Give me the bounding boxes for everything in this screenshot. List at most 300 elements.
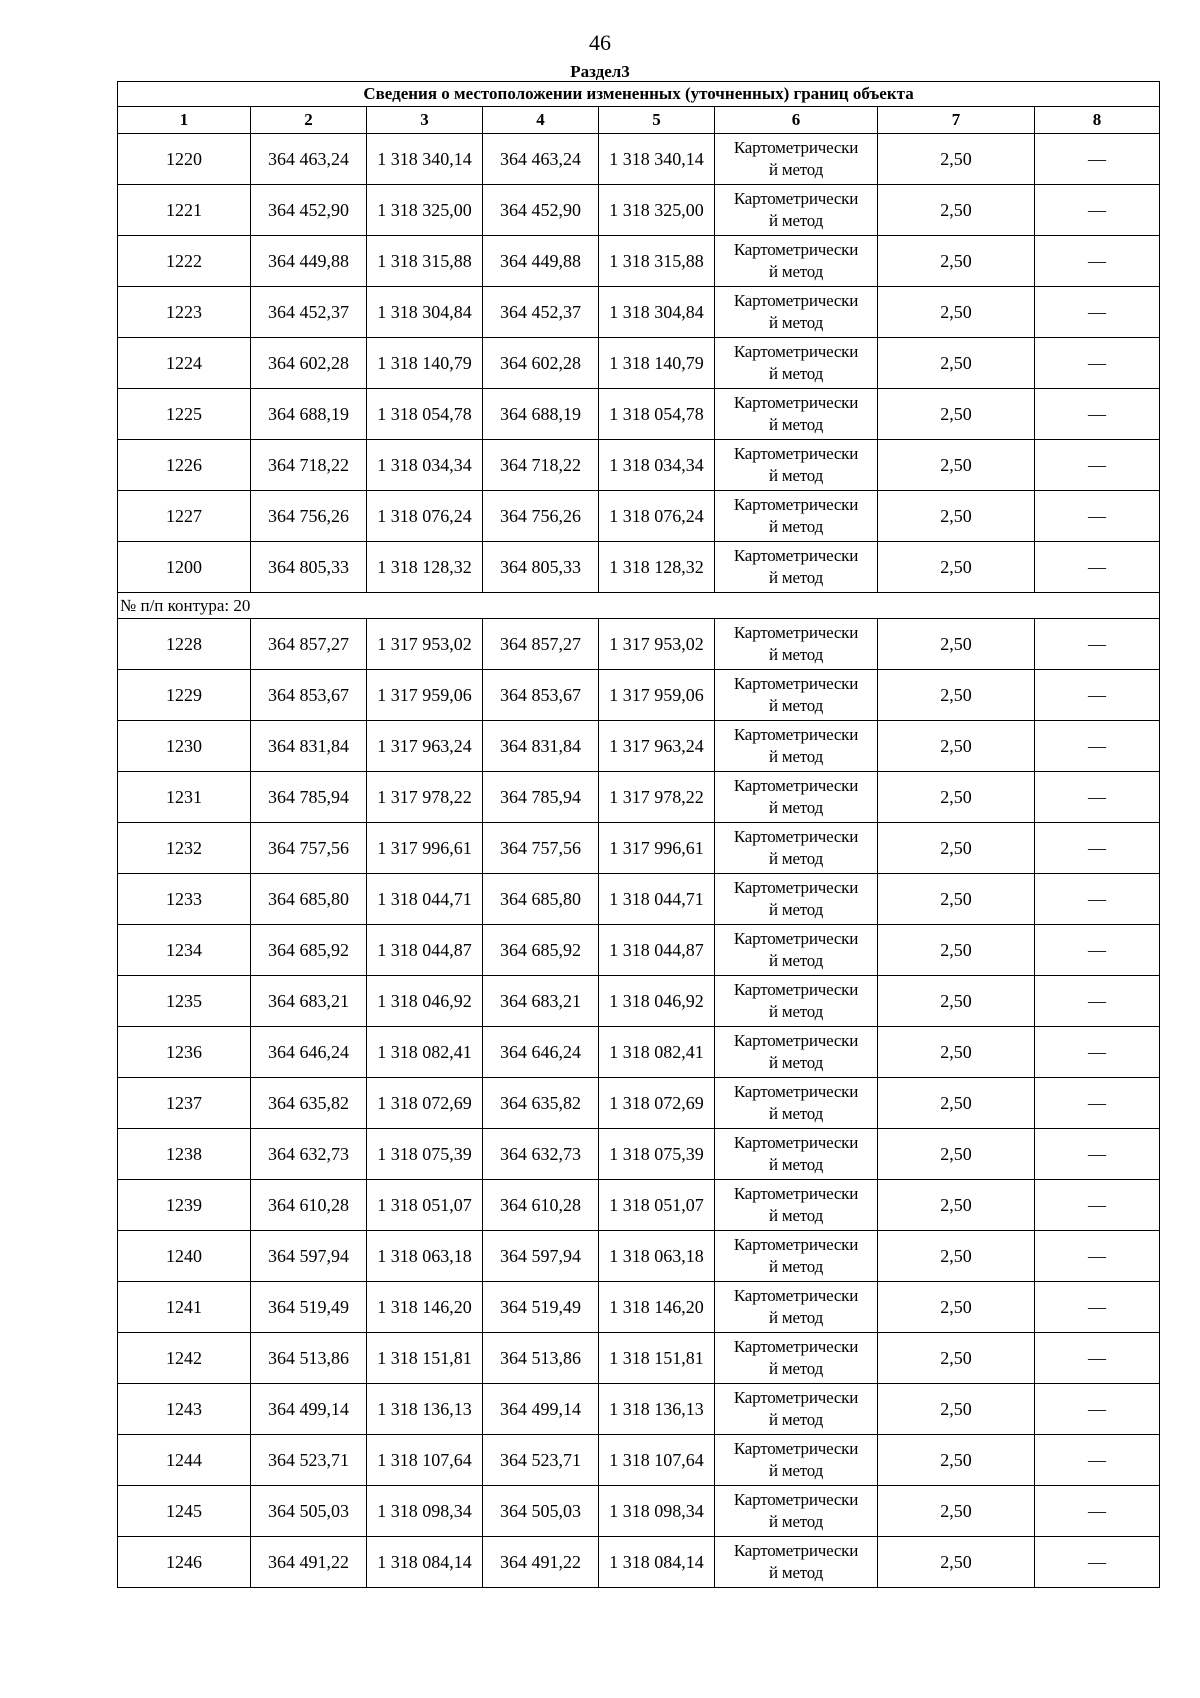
table-row xyxy=(118,542,1160,593)
table-row xyxy=(118,823,1160,874)
table-row xyxy=(118,1282,1160,1333)
table-row xyxy=(118,772,1160,823)
table-row xyxy=(118,1180,1160,1231)
table-cell: 364 785,94 xyxy=(483,772,599,823)
method-line: Картометрически xyxy=(733,725,859,744)
table-cell: 364 756,26 xyxy=(483,491,599,542)
empty-dash-cell: — xyxy=(1035,491,1160,542)
empty-dash-cell: — xyxy=(1035,440,1160,491)
accuracy-cell: 2,50 xyxy=(878,1078,1035,1129)
table-row xyxy=(118,440,1160,491)
method-cell xyxy=(715,134,878,185)
method-line: й метод xyxy=(768,1410,824,1429)
method-line: Картометрически xyxy=(733,1337,859,1356)
table-cell: 364 452,90 xyxy=(483,185,599,236)
table-row xyxy=(118,1384,1160,1435)
table-cell: 1227 xyxy=(118,491,251,542)
contour-row xyxy=(118,593,1160,619)
table-cell: 1 318 044,87 xyxy=(599,925,715,976)
empty-dash-cell: — xyxy=(1035,287,1160,338)
accuracy-cell: 2,50 xyxy=(878,542,1035,593)
table-cell: 1 318 044,87 xyxy=(367,925,483,976)
table-row xyxy=(118,619,1160,670)
table-row xyxy=(118,1129,1160,1180)
table-cell: 364 718,22 xyxy=(483,440,599,491)
empty-dash-cell: — xyxy=(1035,389,1160,440)
accuracy-cell: 2,50 xyxy=(878,1282,1035,1333)
table-cell: 364 449,88 xyxy=(251,236,367,287)
method-line: й метод xyxy=(768,645,824,664)
method-cell xyxy=(715,1384,878,1435)
table-cell: 364 632,73 xyxy=(483,1129,599,1180)
table-cell: 1 318 072,69 xyxy=(367,1078,483,1129)
table-cell: 1 318 082,41 xyxy=(367,1027,483,1078)
table-cell: 1239 xyxy=(118,1180,251,1231)
table-cell: 1 318 340,14 xyxy=(599,134,715,185)
empty-dash-cell: — xyxy=(1035,1384,1160,1435)
table-cell: 1 317 963,24 xyxy=(599,721,715,772)
accuracy-cell: 2,50 xyxy=(878,670,1035,721)
table-cell: 364 519,49 xyxy=(483,1282,599,1333)
method-line: Картометрически xyxy=(733,1082,859,1101)
method-cell xyxy=(715,1333,878,1384)
table-cell: 1 317 963,24 xyxy=(367,721,483,772)
method-line: й метод xyxy=(768,1002,824,1021)
table-cell: 364 805,33 xyxy=(251,542,367,593)
table-cell: 1 317 953,02 xyxy=(367,619,483,670)
empty-dash-cell: — xyxy=(1035,1078,1160,1129)
method-cell xyxy=(715,721,878,772)
method-line: Картометрически xyxy=(733,827,859,846)
table-cell: 1 318 046,92 xyxy=(599,976,715,1027)
table-row xyxy=(118,1027,1160,1078)
table-cell: 1225 xyxy=(118,389,251,440)
table-cell: 1241 xyxy=(118,1282,251,1333)
method-line: й метод xyxy=(768,1257,824,1276)
accuracy-cell: 2,50 xyxy=(878,823,1035,874)
method-cell xyxy=(715,619,878,670)
method-line: й метод xyxy=(768,517,824,536)
table-cell: 1 318 140,79 xyxy=(599,338,715,389)
table-cell: 1 317 996,61 xyxy=(599,823,715,874)
table-cell: 1233 xyxy=(118,874,251,925)
table-cell: 1 317 959,06 xyxy=(367,670,483,721)
table-cell: 1 317 996,61 xyxy=(367,823,483,874)
method-line: й метод xyxy=(768,568,824,587)
method-line: й метод xyxy=(768,211,824,230)
method-cell xyxy=(715,236,878,287)
table-cell: 1236 xyxy=(118,1027,251,1078)
empty-dash-cell: — xyxy=(1035,1486,1160,1537)
table-cell: 364 718,22 xyxy=(251,440,367,491)
method-line: Картометрически xyxy=(733,623,859,642)
method-cell xyxy=(715,772,878,823)
table-row xyxy=(118,1078,1160,1129)
method-line: Картометрически xyxy=(733,138,859,157)
method-line: й метод xyxy=(768,1104,824,1123)
method-line: й метод xyxy=(768,747,824,766)
table-cell: 1229 xyxy=(118,670,251,721)
table-row xyxy=(118,1231,1160,1282)
table-cell: 1221 xyxy=(118,185,251,236)
table-cell: 1 318 084,14 xyxy=(367,1537,483,1588)
accuracy-cell: 2,50 xyxy=(878,1231,1035,1282)
method-line: Картометрически xyxy=(733,393,859,412)
method-cell xyxy=(715,542,878,593)
table-cell: 364 757,56 xyxy=(483,823,599,874)
table-row xyxy=(118,491,1160,542)
table-cell: 364 635,82 xyxy=(251,1078,367,1129)
method-cell xyxy=(715,976,878,1027)
table-cell: 1 318 107,64 xyxy=(599,1435,715,1486)
table-cell: 364 463,24 xyxy=(483,134,599,185)
empty-dash-cell: — xyxy=(1035,1282,1160,1333)
table-cell: 1 318 063,18 xyxy=(367,1231,483,1282)
accuracy-cell: 2,50 xyxy=(878,925,1035,976)
method-cell xyxy=(715,338,878,389)
table-cell: 1 318 051,07 xyxy=(367,1180,483,1231)
table-cell: 1 318 076,24 xyxy=(367,491,483,542)
accuracy-cell: 2,50 xyxy=(878,389,1035,440)
empty-dash-cell: — xyxy=(1035,1027,1160,1078)
table-cell: 364 853,67 xyxy=(251,670,367,721)
empty-dash-cell: — xyxy=(1035,1129,1160,1180)
method-line: Картометрически xyxy=(733,776,859,795)
method-line: й метод xyxy=(768,1053,824,1072)
accuracy-cell: 2,50 xyxy=(878,491,1035,542)
table-row xyxy=(118,1435,1160,1486)
empty-dash-cell: — xyxy=(1035,721,1160,772)
page-number: 46 xyxy=(589,30,611,55)
method-cell xyxy=(715,1180,878,1231)
table-cell: 364 757,56 xyxy=(251,823,367,874)
table-row xyxy=(118,925,1160,976)
method-line: й метод xyxy=(768,900,824,919)
table-cell: 364 523,71 xyxy=(251,1435,367,1486)
table-cell: 1 318 034,34 xyxy=(367,440,483,491)
table-cell: 364 688,19 xyxy=(251,389,367,440)
method-line: й метод xyxy=(768,1206,824,1225)
table-cell: 1 318 340,14 xyxy=(367,134,483,185)
table-cell: 364 685,92 xyxy=(483,925,599,976)
method-cell xyxy=(715,1231,878,1282)
accuracy-cell: 2,50 xyxy=(878,1129,1035,1180)
column-header: 2 xyxy=(251,107,367,134)
table-cell: 1220 xyxy=(118,134,251,185)
method-line: й метод xyxy=(768,160,824,179)
method-line: й метод xyxy=(768,262,824,281)
table-cell: 1 318 044,71 xyxy=(599,874,715,925)
table-cell: 1244 xyxy=(118,1435,251,1486)
method-line: й метод xyxy=(768,849,824,868)
table-title: Сведения о местоположении измененных (уточненных) границ объекта xyxy=(118,82,1160,107)
table-cell: 1 318 054,78 xyxy=(599,389,715,440)
table-cell: 1 318 098,34 xyxy=(599,1486,715,1537)
accuracy-cell: 2,50 xyxy=(878,772,1035,823)
section-title: Раздел3 xyxy=(570,62,630,81)
table-row xyxy=(118,134,1160,185)
contour-label: № п/п контура: 20 xyxy=(118,593,1160,619)
method-line: Картометрически xyxy=(733,546,859,565)
accuracy-cell: 2,50 xyxy=(878,134,1035,185)
table-cell: 364 685,80 xyxy=(483,874,599,925)
table-cell: 364 756,26 xyxy=(251,491,367,542)
table-cell: 1234 xyxy=(118,925,251,976)
table-cell: 364 683,21 xyxy=(483,976,599,1027)
accuracy-cell: 2,50 xyxy=(878,874,1035,925)
method-cell xyxy=(715,185,878,236)
table-cell: 364 505,03 xyxy=(251,1486,367,1537)
method-line: й метод xyxy=(768,1512,824,1531)
method-line: й метод xyxy=(768,798,824,817)
method-line: Картометрически xyxy=(733,929,859,948)
table-cell: 1246 xyxy=(118,1537,251,1588)
method-cell xyxy=(715,823,878,874)
method-line: Картометрически xyxy=(733,189,859,208)
table-cell: 364 499,14 xyxy=(483,1384,599,1435)
table-cell: 364 505,03 xyxy=(483,1486,599,1537)
empty-dash-cell: — xyxy=(1035,542,1160,593)
accuracy-cell: 2,50 xyxy=(878,1486,1035,1537)
table-cell: 1 318 107,64 xyxy=(367,1435,483,1486)
table-cell: 1232 xyxy=(118,823,251,874)
table-cell: 1 318 075,39 xyxy=(367,1129,483,1180)
table-row xyxy=(118,389,1160,440)
table-cell: 1235 xyxy=(118,976,251,1027)
accuracy-cell: 2,50 xyxy=(878,236,1035,287)
table-cell: 364 452,37 xyxy=(483,287,599,338)
table-cell: 1 318 082,41 xyxy=(599,1027,715,1078)
table-cell: 1 318 325,00 xyxy=(599,185,715,236)
table-cell: 364 683,21 xyxy=(251,976,367,1027)
table-cell: 1 317 959,06 xyxy=(599,670,715,721)
method-line: Картометрически xyxy=(733,980,859,999)
table-cell: 364 805,33 xyxy=(483,542,599,593)
method-cell xyxy=(715,1435,878,1486)
empty-dash-cell: — xyxy=(1035,1435,1160,1486)
method-cell xyxy=(715,1486,878,1537)
method-line: Картометрически xyxy=(733,291,859,310)
table-cell: 364 449,88 xyxy=(483,236,599,287)
accuracy-cell: 2,50 xyxy=(878,440,1035,491)
method-line: Картометрически xyxy=(733,878,859,897)
method-line: й метод xyxy=(768,696,824,715)
column-header: 6 xyxy=(715,107,878,134)
table-cell: 1 318 146,20 xyxy=(367,1282,483,1333)
table-cell: 1200 xyxy=(118,542,251,593)
table-cell: 1 317 953,02 xyxy=(599,619,715,670)
table-cell: 1 318 051,07 xyxy=(599,1180,715,1231)
method-line: Картометрически xyxy=(733,1031,859,1050)
table-cell: 364 610,28 xyxy=(251,1180,367,1231)
method-line: Картометрически xyxy=(733,674,859,693)
method-line: Картометрически xyxy=(733,342,859,361)
table-cell: 1 318 063,18 xyxy=(599,1231,715,1282)
table-cell: 364 857,27 xyxy=(251,619,367,670)
table-cell: 1 318 136,13 xyxy=(367,1384,483,1435)
table-cell: 364 635,82 xyxy=(483,1078,599,1129)
empty-dash-cell: — xyxy=(1035,185,1160,236)
table-cell: 1 318 140,79 xyxy=(367,338,483,389)
accuracy-cell: 2,50 xyxy=(878,1180,1035,1231)
table-cell: 364 688,19 xyxy=(483,389,599,440)
column-header: 3 xyxy=(367,107,483,134)
empty-dash-cell: — xyxy=(1035,925,1160,976)
table-cell: 364 602,28 xyxy=(483,338,599,389)
table-row xyxy=(118,670,1160,721)
table-cell: 364 685,80 xyxy=(251,874,367,925)
table-cell: 1 318 128,32 xyxy=(367,542,483,593)
column-header-row xyxy=(118,107,1160,134)
method-cell xyxy=(715,440,878,491)
boundary-table xyxy=(117,81,1160,1588)
table-cell: 364 513,86 xyxy=(483,1333,599,1384)
accuracy-cell: 2,50 xyxy=(878,619,1035,670)
table-cell: 364 831,84 xyxy=(251,721,367,772)
method-line: Картометрически xyxy=(733,1184,859,1203)
table-cell: 1228 xyxy=(118,619,251,670)
table-row xyxy=(118,976,1160,1027)
table-cell: 1237 xyxy=(118,1078,251,1129)
table-row xyxy=(118,1486,1160,1537)
method-line: Картометрически xyxy=(733,1490,859,1509)
accuracy-cell: 2,50 xyxy=(878,287,1035,338)
table-cell: 364 513,86 xyxy=(251,1333,367,1384)
method-line: Картометрически xyxy=(733,240,859,259)
table-cell: 364 785,94 xyxy=(251,772,367,823)
column-header: 1 xyxy=(118,107,251,134)
table-cell: 364 519,49 xyxy=(251,1282,367,1333)
table-cell: 364 831,84 xyxy=(483,721,599,772)
table-row xyxy=(118,338,1160,389)
method-line: Картометрически xyxy=(733,1235,859,1254)
accuracy-cell: 2,50 xyxy=(878,1435,1035,1486)
method-line: й метод xyxy=(768,1563,824,1582)
method-line: й метод xyxy=(768,466,824,485)
method-line: Картометрически xyxy=(733,1133,859,1152)
table-cell: 364 597,94 xyxy=(483,1231,599,1282)
accuracy-cell: 2,50 xyxy=(878,338,1035,389)
column-header: 8 xyxy=(1035,107,1160,134)
empty-dash-cell: — xyxy=(1035,1180,1160,1231)
table-row xyxy=(118,721,1160,772)
accuracy-cell: 2,50 xyxy=(878,1384,1035,1435)
empty-dash-cell: — xyxy=(1035,134,1160,185)
method-cell xyxy=(715,874,878,925)
table-cell: 1 318 098,34 xyxy=(367,1486,483,1537)
method-cell xyxy=(715,287,878,338)
table-cell: 1 318 325,00 xyxy=(367,185,483,236)
table-cell: 1 318 054,78 xyxy=(367,389,483,440)
table-cell: 1 318 315,88 xyxy=(367,236,483,287)
table-title-row xyxy=(118,82,1160,107)
table-cell: 1224 xyxy=(118,338,251,389)
column-header: 7 xyxy=(878,107,1035,134)
table-cell: 1240 xyxy=(118,1231,251,1282)
table-row xyxy=(118,1333,1160,1384)
table-cell: 364 523,71 xyxy=(483,1435,599,1486)
table-cell: 364 491,22 xyxy=(251,1537,367,1588)
method-cell xyxy=(715,1078,878,1129)
empty-dash-cell: — xyxy=(1035,1333,1160,1384)
empty-dash-cell: — xyxy=(1035,1231,1160,1282)
table-row xyxy=(118,236,1160,287)
empty-dash-cell: — xyxy=(1035,670,1160,721)
table-cell: 364 452,37 xyxy=(251,287,367,338)
table-cell: 1 318 076,24 xyxy=(599,491,715,542)
method-line: й метод xyxy=(768,313,824,332)
accuracy-cell: 2,50 xyxy=(878,185,1035,236)
accuracy-cell: 2,50 xyxy=(878,976,1035,1027)
table-cell: 1 318 075,39 xyxy=(599,1129,715,1180)
table-cell: 1243 xyxy=(118,1384,251,1435)
empty-dash-cell: — xyxy=(1035,1537,1160,1588)
method-cell xyxy=(715,1537,878,1588)
accuracy-cell: 2,50 xyxy=(878,1333,1035,1384)
method-line: й метод xyxy=(768,1308,824,1327)
method-line: Картометрически xyxy=(733,1541,859,1560)
table-cell: 1 318 151,81 xyxy=(599,1333,715,1384)
table-cell: 364 452,90 xyxy=(251,185,367,236)
table-row xyxy=(118,874,1160,925)
table-row xyxy=(118,287,1160,338)
empty-dash-cell: — xyxy=(1035,338,1160,389)
empty-dash-cell: — xyxy=(1035,236,1160,287)
empty-dash-cell: — xyxy=(1035,874,1160,925)
column-header: 5 xyxy=(599,107,715,134)
table-cell: 1 317 978,22 xyxy=(599,772,715,823)
method-cell xyxy=(715,1027,878,1078)
table-cell: 1 318 136,13 xyxy=(599,1384,715,1435)
table-cell: 1 318 044,71 xyxy=(367,874,483,925)
method-line: й метод xyxy=(768,415,824,434)
table-row xyxy=(118,185,1160,236)
method-line: Картометрически xyxy=(733,444,859,463)
table-cell: 364 610,28 xyxy=(483,1180,599,1231)
method-cell xyxy=(715,389,878,440)
method-cell xyxy=(715,670,878,721)
table-cell: 1 318 146,20 xyxy=(599,1282,715,1333)
table-cell: 1 318 128,32 xyxy=(599,542,715,593)
method-cell xyxy=(715,491,878,542)
table-cell: 364 646,24 xyxy=(251,1027,367,1078)
table-cell: 1 318 072,69 xyxy=(599,1078,715,1129)
empty-dash-cell: — xyxy=(1035,772,1160,823)
table-cell: 1 317 978,22 xyxy=(367,772,483,823)
table-cell: 364 499,14 xyxy=(251,1384,367,1435)
table-cell: 1242 xyxy=(118,1333,251,1384)
table-cell: 364 597,94 xyxy=(251,1231,367,1282)
table-cell: 1226 xyxy=(118,440,251,491)
table-cell: 364 602,28 xyxy=(251,338,367,389)
method-line: Картометрически xyxy=(733,1388,859,1407)
table-cell: 1238 xyxy=(118,1129,251,1180)
method-line: й метод xyxy=(768,1359,824,1378)
table-cell: 1245 xyxy=(118,1486,251,1537)
table-cell: 364 646,24 xyxy=(483,1027,599,1078)
method-cell xyxy=(715,1282,878,1333)
table-cell: 1 318 315,88 xyxy=(599,236,715,287)
table-cell: 1 318 304,84 xyxy=(599,287,715,338)
table-cell: 1 318 084,14 xyxy=(599,1537,715,1588)
table-cell: 364 685,92 xyxy=(251,925,367,976)
method-line: Картометрически xyxy=(733,495,859,514)
table-cell: 1223 xyxy=(118,287,251,338)
table-cell: 1230 xyxy=(118,721,251,772)
table-cell: 1 318 046,92 xyxy=(367,976,483,1027)
accuracy-cell: 2,50 xyxy=(878,721,1035,772)
table-cell: 364 853,67 xyxy=(483,670,599,721)
